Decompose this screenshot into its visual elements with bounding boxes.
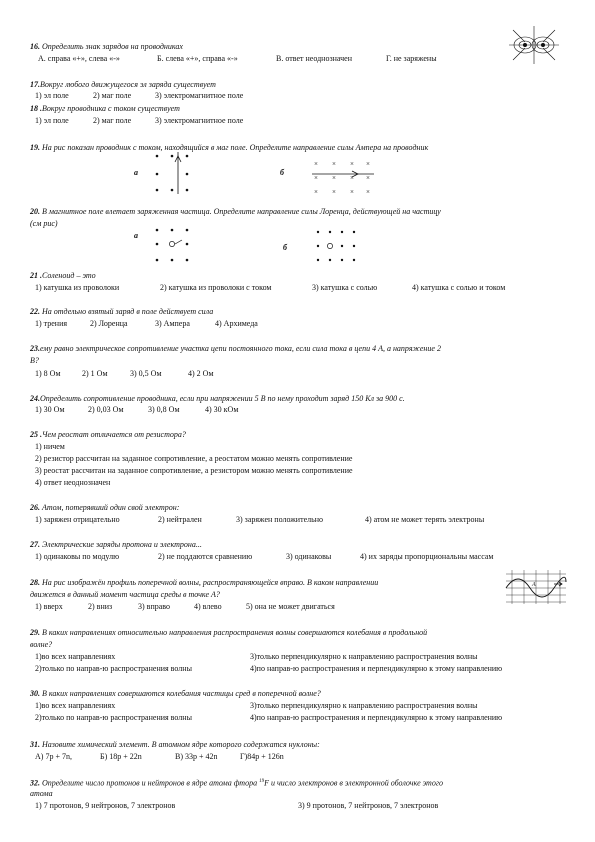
q31-option-b[interactable]: Б) 18p + 22n [100, 752, 142, 761]
q18-option-1[interactable]: 1) эл поле [35, 116, 69, 125]
q21-option-1[interactable]: 1) катушка из проволоки [35, 283, 120, 292]
q28-option-2[interactable]: 2) вниз [88, 602, 113, 611]
q26-option-3[interactable]: 3) заряжен положительно [236, 515, 324, 524]
q32-option-3[interactable]: 3) 9 протонов, 7 нейтронов, 7 электронов [298, 801, 439, 810]
q25-option-1[interactable]: 1) ничем [35, 442, 65, 451]
question-20-line2: (см рис) [30, 219, 58, 228]
question-31: 31. Назовите химический элемент. В атомном ядре которого содержатся нуклоны: [30, 740, 320, 749]
q16-option-b[interactable]: Б. слева «+», справа «-» [157, 54, 238, 63]
question-18: 18 .Вокруг проводника с током существует [30, 104, 180, 113]
q28-option-4[interactable]: 4) влево [194, 602, 222, 611]
q16-option-a[interactable]: А. справа «+», слева «-» [38, 54, 120, 63]
svg-text:×: × [366, 188, 370, 196]
svg-text:×: × [366, 174, 370, 182]
question-32-line2: атома [30, 789, 53, 798]
question-27: 27. Электрические заряды протона и электрона... [30, 540, 202, 549]
q19-diagram-b [312, 160, 374, 196]
q28-point-label: А [532, 582, 536, 588]
q24-option-2[interactable]: 2) 0,03 Ом [88, 405, 124, 414]
question-17: 17.Вокруг любого движущегося эл заряда существует [30, 80, 216, 89]
field-lines-diagram [505, 22, 563, 68]
q28-option-5[interactable]: 5) она не может двигаться [246, 602, 335, 611]
q27-option-3[interactable]: 3) одинаковы [286, 552, 332, 561]
q30-option-4[interactable]: 4)по направ-ю распространения и перпендикулярно к этому направлению [250, 713, 503, 722]
question-28: 28. На рис изображён профиль поперечной волны, распространяющейся вправо. В каком направлении [30, 578, 379, 587]
question-25: 25 .Чем реостат отличается от резистора? [30, 430, 186, 439]
q20-label-a: а [134, 231, 138, 240]
question-29: 29. В каких направлениях относительно направления распространения волны совершаются колебания в продольной [30, 628, 428, 637]
svg-text:×: × [314, 160, 318, 168]
q21-option-3[interactable]: 3) катушка с солью [312, 283, 378, 292]
q30-option-1[interactable]: 1)во всех направлениях [35, 701, 116, 710]
svg-text:×: × [350, 174, 354, 182]
question-30: 30. В каких направлениях совершаются колебания частицы сред в поперечной волне? [30, 689, 321, 698]
q29-option-1[interactable]: 1)во всех направлениях [35, 652, 116, 661]
q17-option-3[interactable]: 3) электромагнитное поле [155, 91, 244, 100]
q18-option-2[interactable]: 2) маг поле [93, 116, 132, 125]
question-23-line2: В? [30, 356, 39, 365]
question-28-line2: движется в данный момент частица среды в точке А? [30, 590, 220, 599]
question-32: 32. Определите число протонов и нейтронов в ядре атома фтора $^{19}$F и число электронов в электронной оболочке этого [30, 778, 443, 788]
q18-option-3[interactable]: 3) электромагнитное поле [155, 116, 244, 125]
q26-option-4[interactable]: 4) атом не может терять электроны [365, 515, 485, 524]
q31-option-d[interactable]: Г)84p + 126n [240, 752, 284, 761]
q26-option-1[interactable]: 1) заряжен отрицательно [35, 515, 120, 524]
svg-text:×: × [332, 188, 336, 196]
q28-option-3[interactable]: 3) вправо [138, 602, 170, 611]
q23-option-1[interactable]: 1) 8 Ом [35, 369, 61, 378]
svg-text:×: × [366, 160, 370, 168]
question-16: 16. Определить знак зарядов на проводниках [30, 42, 183, 51]
svg-text:×: × [350, 160, 354, 168]
q25-option-4[interactable]: 4) ответ неоднозначен [35, 478, 111, 487]
question-21: 21 .Соленоид – это [30, 271, 96, 280]
q22-option-3[interactable]: 3) Ампера [155, 319, 190, 328]
q25-option-3[interactable]: 3) реостат рассчитан на заданное сопротивление, а резистором можно менять сопротивление [35, 466, 353, 475]
wave-diagram [506, 570, 566, 604]
q27-option-4[interactable]: 4) их заряды пропорциональны массам [360, 552, 494, 561]
q22-option-1[interactable]: 1) трения [35, 319, 68, 328]
q17-option-2[interactable]: 2) маг поле [93, 91, 132, 100]
question-20: 20. В магнитное поле влетает заряженная частица. Определите направление силы Лоренца, действующей на частицу [30, 207, 441, 216]
svg-text:×: × [314, 188, 318, 196]
q21-option-4[interactable]: 4) катушка с солью и током [412, 283, 506, 292]
q16-option-c[interactable]: В. ответ неоднозначен [276, 54, 352, 63]
q31-option-a[interactable]: А) 7p + 7n, [35, 752, 72, 761]
q31-option-c[interactable]: В) 33p + 42n [175, 752, 218, 761]
question-24: 24.Определить сопротивление проводника, если при напряжении 5 В по нему проходит заряд 150 Кл за 900 с. [30, 394, 405, 403]
q29-option-3[interactable]: 3)только перпендикулярно к направлению распространения волны [250, 652, 478, 661]
q27-option-1[interactable]: 1) одинаковы по модулю [35, 552, 120, 561]
q29-option-4[interactable]: 4)по направ-ю распространения и перпендикулярно к этому направлению [250, 664, 503, 673]
q16-option-d[interactable]: Г. не заряжены [386, 54, 437, 63]
q30-option-2[interactable]: 2)только по направ-ю распространения волны [35, 713, 192, 722]
q30-option-3[interactable]: 3)только перпендикулярно к направлению распространения волны [250, 701, 478, 710]
q21-option-2[interactable]: 2) катушка из проволоки с током [160, 283, 272, 292]
question-23: 23.ему равно электрическое сопротивление участка цепи постоянного тока, если сила тока в цепи 4 А, а напряжение 2 [30, 344, 441, 353]
q23-option-3[interactable]: 3) 0,5 Ом [130, 369, 162, 378]
question-19: 19. На рис показан проводник с током, находящийся в маг поле. Определите направление силы Ампера на проводник [30, 143, 429, 152]
svg-text:×: × [314, 174, 318, 182]
q20-label-b: б [283, 243, 287, 252]
q19-diagram-a [152, 150, 202, 196]
q26-option-2[interactable]: 2) нейтрален [158, 515, 202, 524]
svg-text:×: × [332, 174, 336, 182]
q22-option-2[interactable]: 2) Лоренца [90, 319, 128, 328]
q24-option-1[interactable]: 1) 30 Ом [35, 405, 65, 414]
q19-label-a: а [134, 168, 138, 177]
q27-option-2[interactable]: 2) не поддаются сравнению [158, 552, 253, 561]
q32-option-1[interactable]: 1) 7 протонов, 9 нейтронов, 7 электронов [35, 801, 176, 810]
q22-option-4[interactable]: 4) Архимеда [215, 319, 258, 328]
q20-diagram-b [315, 228, 365, 268]
question-22: 22. На отдельно взятый заряд в поле действует сила [30, 307, 214, 316]
q20-diagram-a [152, 226, 200, 266]
question-29-line2: волне? [30, 640, 53, 649]
svg-text:×: × [332, 160, 336, 168]
q28-option-1[interactable]: 1) вверх [35, 602, 63, 611]
q17-option-1[interactable]: 1) эл поле [35, 91, 69, 100]
q24-option-3[interactable]: 3) 0,8 Ом [148, 405, 180, 414]
q29-option-2[interactable]: 2)только по направ-ю распространения волны [35, 664, 192, 673]
svg-text:×: × [350, 188, 354, 196]
q25-option-2[interactable]: 2) резистор рассчитан на заданное сопротивление, а реостатом можно менять сопротивление [35, 454, 353, 463]
q19-label-b: б [280, 168, 284, 177]
q23-option-4[interactable]: 4) 2 Ом [188, 369, 214, 378]
q23-option-2[interactable]: 2) 1 Ом [82, 369, 108, 378]
q24-option-4[interactable]: 4) 30 кОм [205, 405, 239, 414]
question-26: 26. Атом, потерявший один свой электрон: [30, 503, 180, 512]
